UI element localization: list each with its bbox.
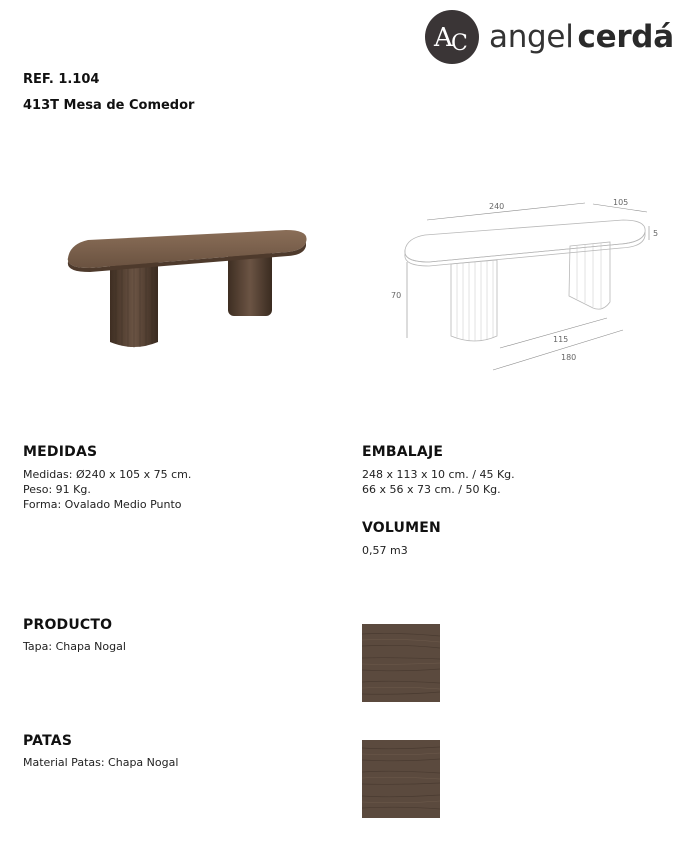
dim-leg-spacing-label: 115 bbox=[553, 335, 569, 344]
product-title: 413T Mesa de Comedor bbox=[23, 98, 195, 113]
brand-name-light: angel bbox=[489, 19, 574, 55]
technical-drawing bbox=[385, 190, 660, 375]
brand-name-bold: cerdá bbox=[577, 19, 674, 55]
patas-wood-swatch bbox=[362, 740, 440, 818]
embalaje-title: EMBALAJE bbox=[362, 444, 444, 460]
brand-name bbox=[489, 19, 674, 55]
patas-title: PATAS bbox=[23, 733, 73, 749]
patas-line: Material Patas: Chapa Nogal bbox=[23, 756, 179, 769]
volumen-value: 0,57 m3 bbox=[362, 544, 408, 557]
medidas-line-shape: Forma: Ovalado Medio Punto bbox=[23, 498, 182, 511]
producto-line: Tapa: Chapa Nogal bbox=[23, 640, 126, 653]
monogram-logo-icon bbox=[424, 9, 480, 65]
medidas-line-weight: Peso: 91 Kg. bbox=[23, 483, 91, 496]
volumen-title: VOLUMEN bbox=[362, 520, 441, 536]
product-reference: REF. 1.104 bbox=[23, 72, 100, 87]
dim-top-thickness-label: 5 bbox=[653, 229, 659, 238]
embalaje-line-2: 66 x 56 x 73 cm. / 50 Kg. bbox=[362, 483, 501, 496]
table-photo bbox=[60, 210, 315, 360]
producto-title: PRODUCTO bbox=[23, 617, 113, 633]
dim-base-length-label: 180 bbox=[561, 353, 577, 362]
embalaje-line-1: 248 x 113 x 10 cm. / 45 Kg. bbox=[362, 468, 515, 481]
producto-wood-swatch bbox=[362, 624, 440, 702]
medidas-title: MEDIDAS bbox=[23, 444, 98, 460]
svg-text:C: C bbox=[451, 31, 468, 56]
dim-height-label: 70 bbox=[391, 291, 402, 300]
svg-text:A: A bbox=[434, 23, 453, 53]
dim-length-label: 240 bbox=[489, 202, 505, 211]
medidas-line-dimensions: Medidas: Ø240 x 105 x 75 cm. bbox=[23, 468, 192, 481]
dim-width-label: 105 bbox=[613, 198, 629, 207]
brand-logo bbox=[424, 9, 674, 65]
